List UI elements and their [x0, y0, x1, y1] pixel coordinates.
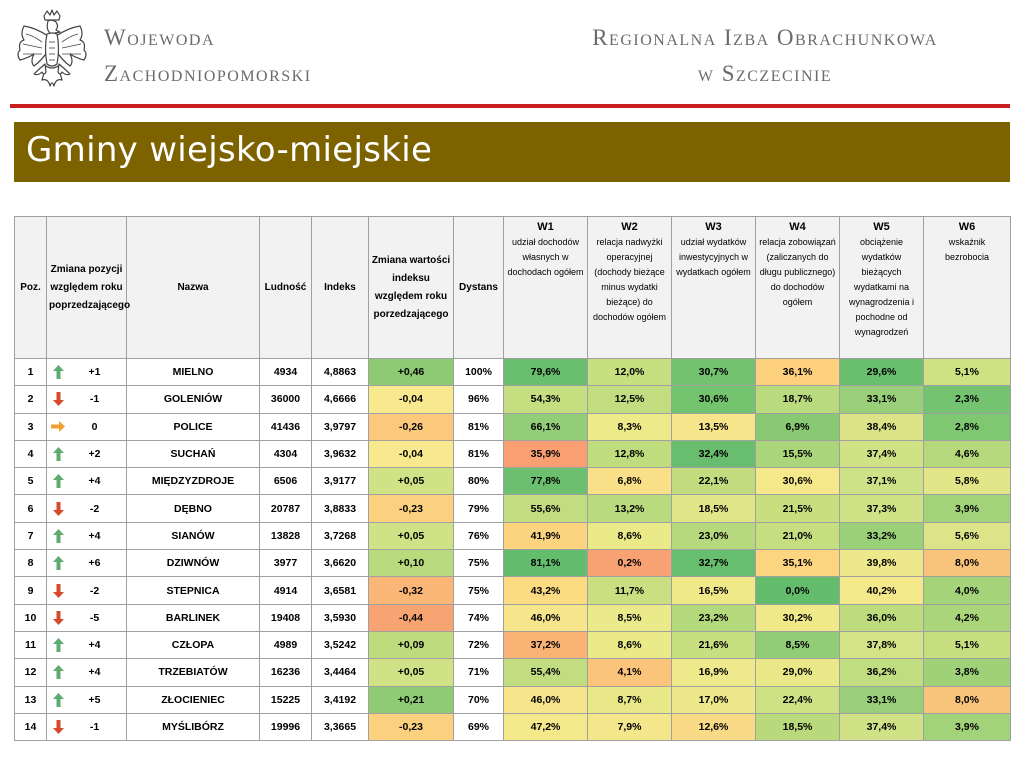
- cell-w1: 43,2%: [504, 577, 588, 604]
- cell-indeks: 4,6666: [312, 386, 369, 413]
- cell-zmiana-pozycji: [47, 468, 127, 495]
- cell-zmiana-wartosci: +0,05: [369, 522, 454, 549]
- cell-indeks: 3,3665: [312, 713, 369, 740]
- cell-dystans: 75%: [454, 550, 504, 577]
- cell-poz: 2: [15, 386, 47, 413]
- cell-w3: 21,6%: [672, 631, 756, 658]
- cell-w4: 29,0%: [756, 659, 840, 686]
- table-row: [15, 550, 1011, 577]
- wojewoda-title-line1: Wojewoda: [104, 25, 216, 50]
- cell-w1: 47,2%: [504, 713, 588, 740]
- cell-w3: 32,7%: [672, 550, 756, 577]
- cell-w5: 39,8%: [840, 550, 924, 577]
- arrow-up-icon: [50, 447, 66, 461]
- cell-zmiana-wartosci: +0,09: [369, 631, 454, 658]
- table-row: [15, 631, 1011, 658]
- cell-zmiana-pozycji: [47, 386, 127, 413]
- wojewoda-title-line2: Zachodniopomorski: [104, 61, 312, 86]
- cell-ludnosc: 36000: [260, 386, 312, 413]
- rio-title-line1: Regionalna Izba Obrachunkowa: [592, 25, 938, 50]
- arrow-up-icon: [50, 693, 66, 707]
- cell-nazwa: ZŁOCIENIEC: [127, 686, 260, 713]
- table-row: [15, 577, 1011, 604]
- arrow-up-icon: [50, 474, 66, 488]
- cell-w2: 11,7%: [588, 577, 672, 604]
- header-w6-title: W6: [958, 221, 976, 233]
- header-w5-desc: obciążenie wydatków bieżących wydatkami na wynagrodzenia i pochodne od wynagrodzeń: [848, 237, 915, 337]
- cell-w1: 77,8%: [504, 468, 588, 495]
- cell-w3: 12,6%: [672, 713, 756, 740]
- cell-w4: 21,5%: [756, 495, 840, 522]
- header-w3-desc: udział wydatków inwestycyjnych w wydatkach ogółem: [676, 237, 751, 277]
- cell-w2: 12,5%: [588, 386, 672, 413]
- cell-dystans: 75%: [454, 577, 504, 604]
- cell-nazwa: MIELNO: [127, 359, 260, 386]
- cell-delta: +2: [88, 448, 101, 461]
- cell-zmiana-wartosci: +0,05: [369, 468, 454, 495]
- arrow-up-icon: [50, 365, 66, 379]
- cell-nazwa: CZŁOPA: [127, 631, 260, 658]
- cell-ludnosc: 4989: [260, 631, 312, 658]
- cell-nazwa: GOLENIÓW: [127, 386, 260, 413]
- cell-w3: 22,1%: [672, 468, 756, 495]
- arrow-down-icon: [50, 720, 66, 734]
- cell-ludnosc: 19408: [260, 604, 312, 631]
- cell-w3: 23,0%: [672, 522, 756, 549]
- cell-w2: 0,2%: [588, 550, 672, 577]
- header-indeks: Indeks: [312, 217, 369, 359]
- cell-indeks: 3,6620: [312, 550, 369, 577]
- cell-w2: 8,7%: [588, 686, 672, 713]
- header-w4: [756, 217, 840, 359]
- header-dystans: Dystans: [454, 217, 504, 359]
- cell-dystans: 81%: [454, 440, 504, 467]
- cell-w4: 22,4%: [756, 686, 840, 713]
- arrow-down-icon: [50, 584, 66, 598]
- header-w2-desc: relacja nadwyżki operacyjnej (dochody bieżące minus wydatki bieżące) do dochodów ogółem: [592, 237, 667, 322]
- cell-w6: 5,1%: [924, 359, 1011, 386]
- header-divider: [10, 104, 1010, 108]
- cell-nazwa: SIANÓW: [127, 522, 260, 549]
- cell-delta: +5: [88, 693, 101, 706]
- cell-w1: 41,9%: [504, 522, 588, 549]
- cell-indeks: 3,9177: [312, 468, 369, 495]
- cell-indeks: 3,4464: [312, 659, 369, 686]
- cell-w1: 35,9%: [504, 440, 588, 467]
- cell-w2: 4,1%: [588, 659, 672, 686]
- cell-w4: 18,7%: [756, 386, 840, 413]
- cell-w4: 21,0%: [756, 522, 840, 549]
- cell-zmiana-wartosci: +0,10: [369, 550, 454, 577]
- cell-w1: 54,3%: [504, 386, 588, 413]
- cell-zmiana-wartosci: +0,21: [369, 686, 454, 713]
- cell-zmiana-pozycji: [47, 686, 127, 713]
- cell-delta: +6: [88, 557, 101, 570]
- table-row: [15, 659, 1011, 686]
- cell-ludnosc: 13828: [260, 522, 312, 549]
- cell-w6: 8,0%: [924, 550, 1011, 577]
- cell-w3: 13,5%: [672, 413, 756, 440]
- header-w2: [588, 217, 672, 359]
- cell-indeks: 3,9632: [312, 440, 369, 467]
- cell-poz: 5: [15, 468, 47, 495]
- cell-w2: 8,6%: [588, 631, 672, 658]
- cell-w2: 13,2%: [588, 495, 672, 522]
- cell-delta: +1: [88, 366, 101, 379]
- cell-w3: 30,7%: [672, 359, 756, 386]
- cell-w5: 29,6%: [840, 359, 924, 386]
- cell-indeks: 3,7268: [312, 522, 369, 549]
- cell-ludnosc: 20787: [260, 495, 312, 522]
- cell-poz: 11: [15, 631, 47, 658]
- page-header: [0, 0, 1024, 112]
- arrow-up-icon: [50, 556, 66, 570]
- cell-zmiana-pozycji: [47, 440, 127, 467]
- wojewoda-title: [104, 20, 312, 92]
- cell-w4: 8,5%: [756, 631, 840, 658]
- cell-w6: 8,0%: [924, 686, 1011, 713]
- cell-zmiana-pozycji: [47, 631, 127, 658]
- header-zmiana-pozycji: Zmiana pozycji względem roku poprzedzającego: [47, 217, 127, 359]
- cell-zmiana-wartosci: -0,04: [369, 440, 454, 467]
- rio-title-line2: w Szczecinie: [697, 61, 833, 86]
- cell-zmiana-pozycji: [47, 522, 127, 549]
- table-row: [15, 359, 1011, 386]
- cell-zmiana-wartosci: -0,23: [369, 713, 454, 740]
- cell-w4: 30,2%: [756, 604, 840, 631]
- cell-ludnosc: 6506: [260, 468, 312, 495]
- cell-w6: 4,2%: [924, 604, 1011, 631]
- cell-zmiana-wartosci: -0,04: [369, 386, 454, 413]
- cell-w5: 37,8%: [840, 631, 924, 658]
- table-body: [15, 359, 1011, 741]
- cell-indeks: 3,8833: [312, 495, 369, 522]
- cell-ludnosc: 15225: [260, 686, 312, 713]
- cell-nazwa: SUCHAŃ: [127, 440, 260, 467]
- section-title: Gminy wiejsko-miejskie: [26, 130, 433, 170]
- header-w1-desc: udział dochodów własnych w dochodach ogółem: [507, 237, 584, 277]
- cell-w6: 4,0%: [924, 577, 1011, 604]
- cell-w1: 55,6%: [504, 495, 588, 522]
- cell-poz: 4: [15, 440, 47, 467]
- cell-w3: 16,9%: [672, 659, 756, 686]
- cell-w5: 36,2%: [840, 659, 924, 686]
- cell-poz: 8: [15, 550, 47, 577]
- header-w5-title: W5: [873, 221, 890, 233]
- table-header-row: [15, 217, 1011, 359]
- cell-w1: 66,1%: [504, 413, 588, 440]
- cell-delta: -1: [89, 721, 100, 733]
- header-w6-desc: wskaźnik bezrobocia: [944, 237, 990, 262]
- cell-dystans: 81%: [454, 413, 504, 440]
- cell-zmiana-wartosci: +0,05: [369, 659, 454, 686]
- eagle-emblem-icon: [12, 8, 92, 98]
- cell-nazwa: MIĘDZYZDROJE: [127, 468, 260, 495]
- cell-zmiana-pozycji: [47, 495, 127, 522]
- table-row: [15, 440, 1011, 467]
- arrow-down-icon: [50, 502, 66, 516]
- table-row: [15, 604, 1011, 631]
- cell-w3: 30,6%: [672, 386, 756, 413]
- cell-w1: 46,0%: [504, 604, 588, 631]
- cell-w1: 81,1%: [504, 550, 588, 577]
- cell-poz: 3: [15, 413, 47, 440]
- arrow-up-icon: [50, 529, 66, 543]
- table-row: [15, 386, 1011, 413]
- cell-indeks: 3,5930: [312, 604, 369, 631]
- cell-delta: -5: [89, 611, 100, 624]
- cell-nazwa: MYŚLIBÓRZ: [127, 713, 260, 740]
- ranking-table: [14, 216, 1011, 741]
- cell-delta: -2: [89, 502, 100, 515]
- cell-w4: 0,0%: [756, 577, 840, 604]
- arrow-right-icon: [50, 421, 66, 432]
- header-zmiana-wartosci: Zmiana wartości indeksu względem roku porzedzającego: [369, 217, 454, 359]
- cell-dystans: 79%: [454, 495, 504, 522]
- cell-dystans: 96%: [454, 386, 504, 413]
- cell-dystans: 72%: [454, 631, 504, 658]
- cell-poz: 13: [15, 686, 47, 713]
- cell-w5: 33,1%: [840, 686, 924, 713]
- cell-w1: 79,6%: [504, 359, 588, 386]
- arrow-down-icon: [50, 611, 66, 625]
- cell-w4: 35,1%: [756, 550, 840, 577]
- arrow-up-icon: [50, 665, 66, 679]
- cell-w2: 12,0%: [588, 359, 672, 386]
- cell-w5: 37,3%: [840, 495, 924, 522]
- cell-dystans: 80%: [454, 468, 504, 495]
- cell-dystans: 71%: [454, 659, 504, 686]
- table-row: [15, 413, 1011, 440]
- cell-w6: 4,6%: [924, 440, 1011, 467]
- cell-w5: 37,4%: [840, 713, 924, 740]
- cell-w3: 16,5%: [672, 577, 756, 604]
- cell-nazwa: STEPNICA: [127, 577, 260, 604]
- section-banner: [14, 122, 1010, 182]
- cell-ludnosc: 41436: [260, 413, 312, 440]
- cell-poz: 14: [15, 713, 47, 740]
- cell-zmiana-wartosci: -0,32: [369, 577, 454, 604]
- cell-zmiana-pozycji: [47, 604, 127, 631]
- cell-zmiana-pozycji: [47, 359, 127, 386]
- cell-delta: +4: [88, 666, 101, 679]
- cell-poz: 12: [15, 659, 47, 686]
- cell-poz: 7: [15, 522, 47, 549]
- cell-w2: 8,5%: [588, 604, 672, 631]
- cell-nazwa: DZIWNÓW: [127, 550, 260, 577]
- rio-title: [530, 20, 1000, 92]
- cell-w5: 33,2%: [840, 522, 924, 549]
- cell-delta: +4: [88, 529, 101, 542]
- cell-ludnosc: 19996: [260, 713, 312, 740]
- cell-w6: 2,3%: [924, 386, 1011, 413]
- cell-poz: 6: [15, 495, 47, 522]
- cell-w5: 40,2%: [840, 577, 924, 604]
- cell-w3: 18,5%: [672, 495, 756, 522]
- cell-delta: +4: [88, 475, 101, 488]
- cell-zmiana-pozycji: [47, 413, 127, 440]
- cell-w4: 36,1%: [756, 359, 840, 386]
- cell-nazwa: POLICE: [127, 413, 260, 440]
- cell-w2: 12,8%: [588, 440, 672, 467]
- cell-zmiana-wartosci: -0,23: [369, 495, 454, 522]
- table-row: [15, 468, 1011, 495]
- cell-w3: 17,0%: [672, 686, 756, 713]
- cell-dystans: 69%: [454, 713, 504, 740]
- cell-ludnosc: 3977: [260, 550, 312, 577]
- cell-indeks: 3,6581: [312, 577, 369, 604]
- cell-nazwa: BARLINEK: [127, 604, 260, 631]
- header-w5: [840, 217, 924, 359]
- cell-w6: 3,9%: [924, 713, 1011, 740]
- table-row: [15, 495, 1011, 522]
- cell-zmiana-pozycji: [47, 659, 127, 686]
- cell-ludnosc: 4304: [260, 440, 312, 467]
- cell-poz: 9: [15, 577, 47, 604]
- header-w1: [504, 217, 588, 359]
- cell-w5: 37,4%: [840, 440, 924, 467]
- cell-w6: 5,1%: [924, 631, 1011, 658]
- cell-w2: 8,3%: [588, 413, 672, 440]
- arrow-down-icon: [50, 392, 66, 406]
- cell-w1: 37,2%: [504, 631, 588, 658]
- header-w1-title: W1: [537, 221, 554, 233]
- header-nazwa: Nazwa: [127, 217, 260, 359]
- cell-w6: 5,6%: [924, 522, 1011, 549]
- cell-nazwa: TRZEBIATÓW: [127, 659, 260, 686]
- header-w4-desc: relacja zobowiązań (zaliczanych do długu publicznego) do dochodów ogółem: [759, 237, 836, 307]
- cell-w4: 15,5%: [756, 440, 840, 467]
- cell-w5: 37,1%: [840, 468, 924, 495]
- cell-w3: 23,2%: [672, 604, 756, 631]
- cell-zmiana-wartosci: -0,26: [369, 413, 454, 440]
- cell-ludnosc: 16236: [260, 659, 312, 686]
- arrow-up-icon: [50, 638, 66, 652]
- cell-ludnosc: 4934: [260, 359, 312, 386]
- header-poz: Poz.: [15, 217, 47, 359]
- cell-w3: 32,4%: [672, 440, 756, 467]
- header-w6: [924, 217, 1011, 359]
- table-row: [15, 522, 1011, 549]
- cell-w6: 2,8%: [924, 413, 1011, 440]
- cell-w4: 18,5%: [756, 713, 840, 740]
- cell-poz: 1: [15, 359, 47, 386]
- cell-zmiana-wartosci: -0,44: [369, 604, 454, 631]
- cell-w4: 6,9%: [756, 413, 840, 440]
- cell-w4: 30,6%: [756, 468, 840, 495]
- header-w4-title: W4: [789, 221, 806, 233]
- cell-delta: -1: [89, 393, 100, 406]
- header-w3-title: W3: [705, 221, 722, 233]
- cell-w6: 3,8%: [924, 659, 1011, 686]
- header-ludnosc: Ludność: [260, 217, 312, 359]
- cell-indeks: 3,4192: [312, 686, 369, 713]
- cell-w1: 55,4%: [504, 659, 588, 686]
- cell-dystans: 76%: [454, 522, 504, 549]
- cell-poz: 10: [15, 604, 47, 631]
- cell-dystans: 70%: [454, 686, 504, 713]
- cell-indeks: 4,8863: [312, 359, 369, 386]
- cell-dystans: 74%: [454, 604, 504, 631]
- cell-ludnosc: 4914: [260, 577, 312, 604]
- cell-zmiana-pozycji: [47, 713, 127, 740]
- cell-w1: 46,0%: [504, 686, 588, 713]
- cell-dystans: 100%: [454, 359, 504, 386]
- table-row: [15, 686, 1011, 713]
- cell-w5: 38,4%: [840, 413, 924, 440]
- cell-w6: 3,9%: [924, 495, 1011, 522]
- cell-w6: 5,8%: [924, 468, 1011, 495]
- cell-w2: 7,9%: [588, 713, 672, 740]
- cell-delta: -2: [89, 584, 100, 597]
- cell-delta: 0: [91, 420, 98, 433]
- table-row: [15, 713, 1011, 740]
- cell-zmiana-pozycji: [47, 550, 127, 577]
- header-w3: [672, 217, 756, 359]
- cell-w2: 6,8%: [588, 468, 672, 495]
- cell-zmiana-wartosci: +0,46: [369, 359, 454, 386]
- cell-delta: +4: [88, 639, 101, 652]
- cell-w2: 8,6%: [588, 522, 672, 549]
- cell-zmiana-pozycji: [47, 577, 127, 604]
- header-w2-title: W2: [621, 221, 638, 233]
- cell-indeks: 3,9797: [312, 413, 369, 440]
- cell-nazwa: DĘBNO: [127, 495, 260, 522]
- cell-w5: 36,0%: [840, 604, 924, 631]
- cell-indeks: 3,5242: [312, 631, 369, 658]
- cell-w5: 33,1%: [840, 386, 924, 413]
